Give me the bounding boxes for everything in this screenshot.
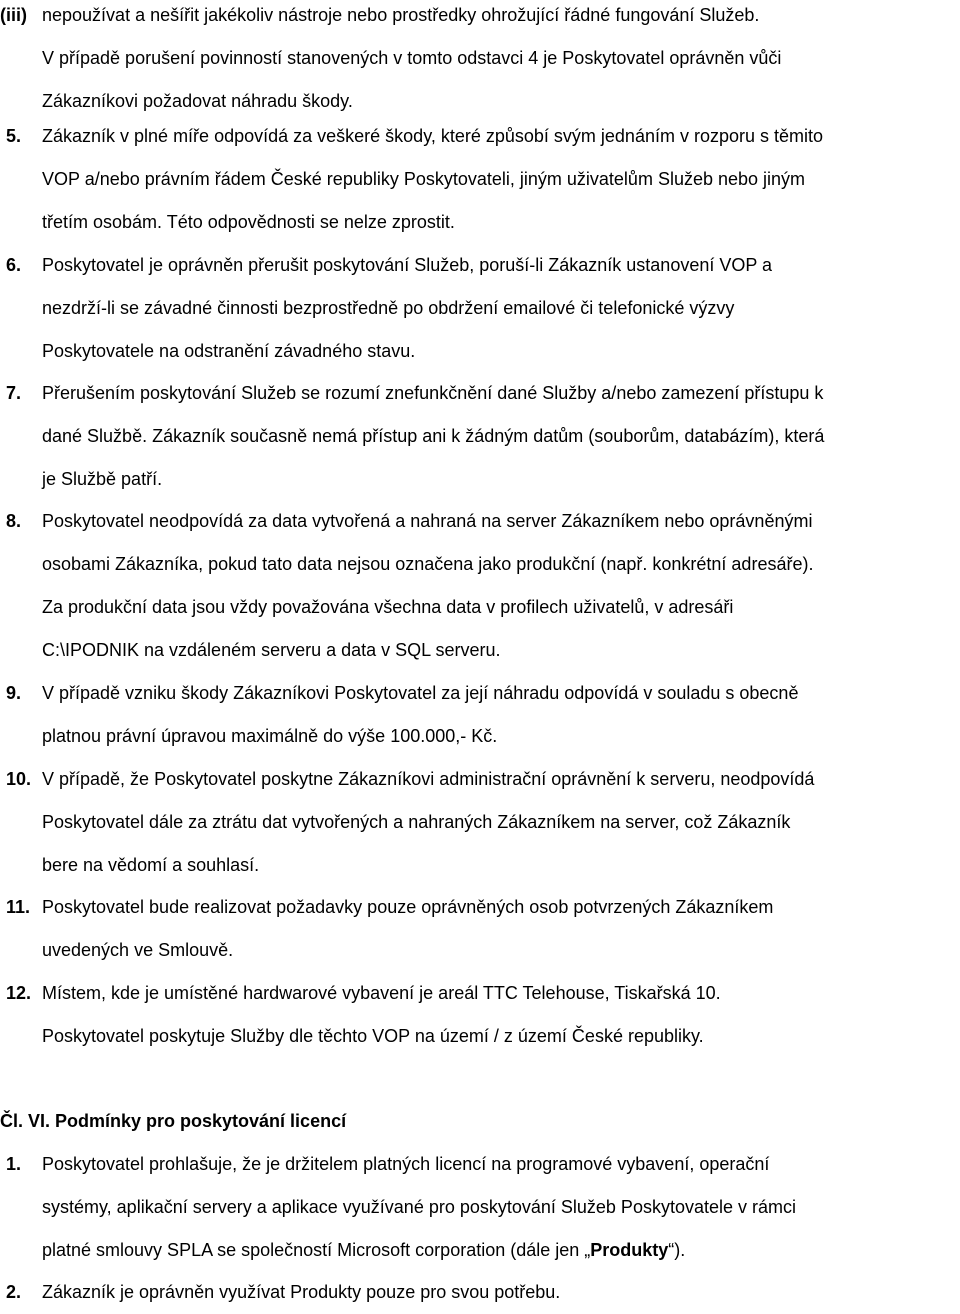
item-text-segment: platné smlouvy SPLA se společností Microsoft corporation (dále jen „ [42,1240,591,1260]
item-number: 9. [6,683,22,703]
item-number: 2. [6,1282,22,1302]
item-text-line: Poskytovatel bude realizovat požadavky pouze oprávněných osob potvrzených Zákazníkem [42,897,774,917]
item-text-line: osobami Zákazníka, pokud tato data nejsou označena jako produkční (např. konkrétní adresáře). [42,554,814,574]
item-text-line: Poskytovatel poskytuje Služby dle těchto VOP na území / z území České republiky. [42,1026,704,1046]
item-number: (iii) [0,5,27,25]
item-text-line: C:\IPODNIK na vzdáleném serveru a data v SQL serveru. [42,640,501,660]
item-text-line: systémy, aplikační servery a aplikace využívané pro poskytování Služeb Poskytovatele v rámci [42,1197,796,1217]
item-text-line: Zákazník je oprávněn využívat Produkty pouze pro svou potřebu. [42,1282,561,1302]
item-text-line: uvedených ve Smlouvě. [42,940,234,960]
item-text-line: VOP a/nebo právním řádem České republiky Poskytovateli, jiným uživatelům Služeb nebo jiným [42,169,806,189]
item-text-line: nezdrží-li se závadné činnosti bezprostředně po obdržení emailové či telefonické výzvy [42,298,735,318]
item-text-line: Zákazníkovi požadovat náhradu škody. [42,91,353,111]
item-text-line: je Službě patří. [42,469,163,489]
item-number: 7. [6,383,22,403]
item-number: 12. [6,983,32,1003]
item-text-segment: “). [668,1240,686,1260]
item-text-line [42,1229,685,1272]
item-number: 5. [6,126,22,146]
item-text-line: Poskytovatele na odstranění závadného stavu. [42,341,416,361]
item-text-line: nepoužívat a nešířit jakékoliv nástroje nebo prostředky ohrožující řádné fungování Služeb. [42,5,760,25]
item-text-line: Zákazník v plné míře odpovídá za veškeré škody, které způsobí svým jednáním v rozporu s těmito [42,126,824,146]
item-text-line: dané Službě. Zákazník současně nemá přístup ani k žádným datům (souborům, databázím), která [42,426,825,446]
item-text-line: Místem, kde je umístěné hardwarové vybavení je areál TTC Telehouse, Tiskařská 10. [42,983,721,1003]
item-number: 6. [6,255,22,275]
section-heading: Čl. VI. Podmínky pro poskytování licencí [0,1111,347,1131]
item-text-line: V případě vzniku škody Zákazníkovi Poskytovatel za její náhradu odpovídá v souladu s obecně [42,683,799,703]
item-text-line: V případě, že Poskytovatel poskytne Zákazníkovi administrační oprávnění k serveru, neodpovídá [42,769,815,789]
item-number: 1. [6,1154,22,1174]
item-number: 8. [6,511,22,531]
item-text-line: Poskytovatel neodpovídá za data vytvořená a nahraná na server Zákazníkem nebo oprávněnými [42,511,813,531]
item-number: 11. [6,897,31,917]
item-text-line: třetím osobám. Této odpovědnosti se nelze zprostit. [42,212,455,232]
item-text-line: Poskytovatel prohlašuje, že je držitelem platných licencí na programové vybavení, operační [42,1154,770,1174]
item-number: 10. [6,769,32,789]
item-text-line: Za produkční data jsou vždy považována všechna data v profilech uživatelů, v adresáři [42,597,734,617]
item-text-line: bere na vědomí a souhlasí. [42,855,260,875]
item-text-line: Poskytovatel je oprávněn přerušit poskytování Služeb, poruší-li Zákazník ustanovení VOP a [42,255,773,275]
item-text-line: Poskytovatel dále za ztrátu dat vytvořených a nahraných Zákazníkem na server, což Zákazník [42,812,791,832]
defined-term: Produkty [590,1240,669,1260]
item-text-line: V případě porušení povinností stanovených v tomto odstavci 4 je Poskytovatel oprávněn vůči [42,48,782,68]
item-text-line: platnou právní úpravou maximálně do výše 100.000,- Kč. [42,726,498,746]
item-text-line: Přerušením poskytování Služeb se rozumí znefunkčnění dané Služby a/nebo zamezení přístupu k [42,383,824,403]
